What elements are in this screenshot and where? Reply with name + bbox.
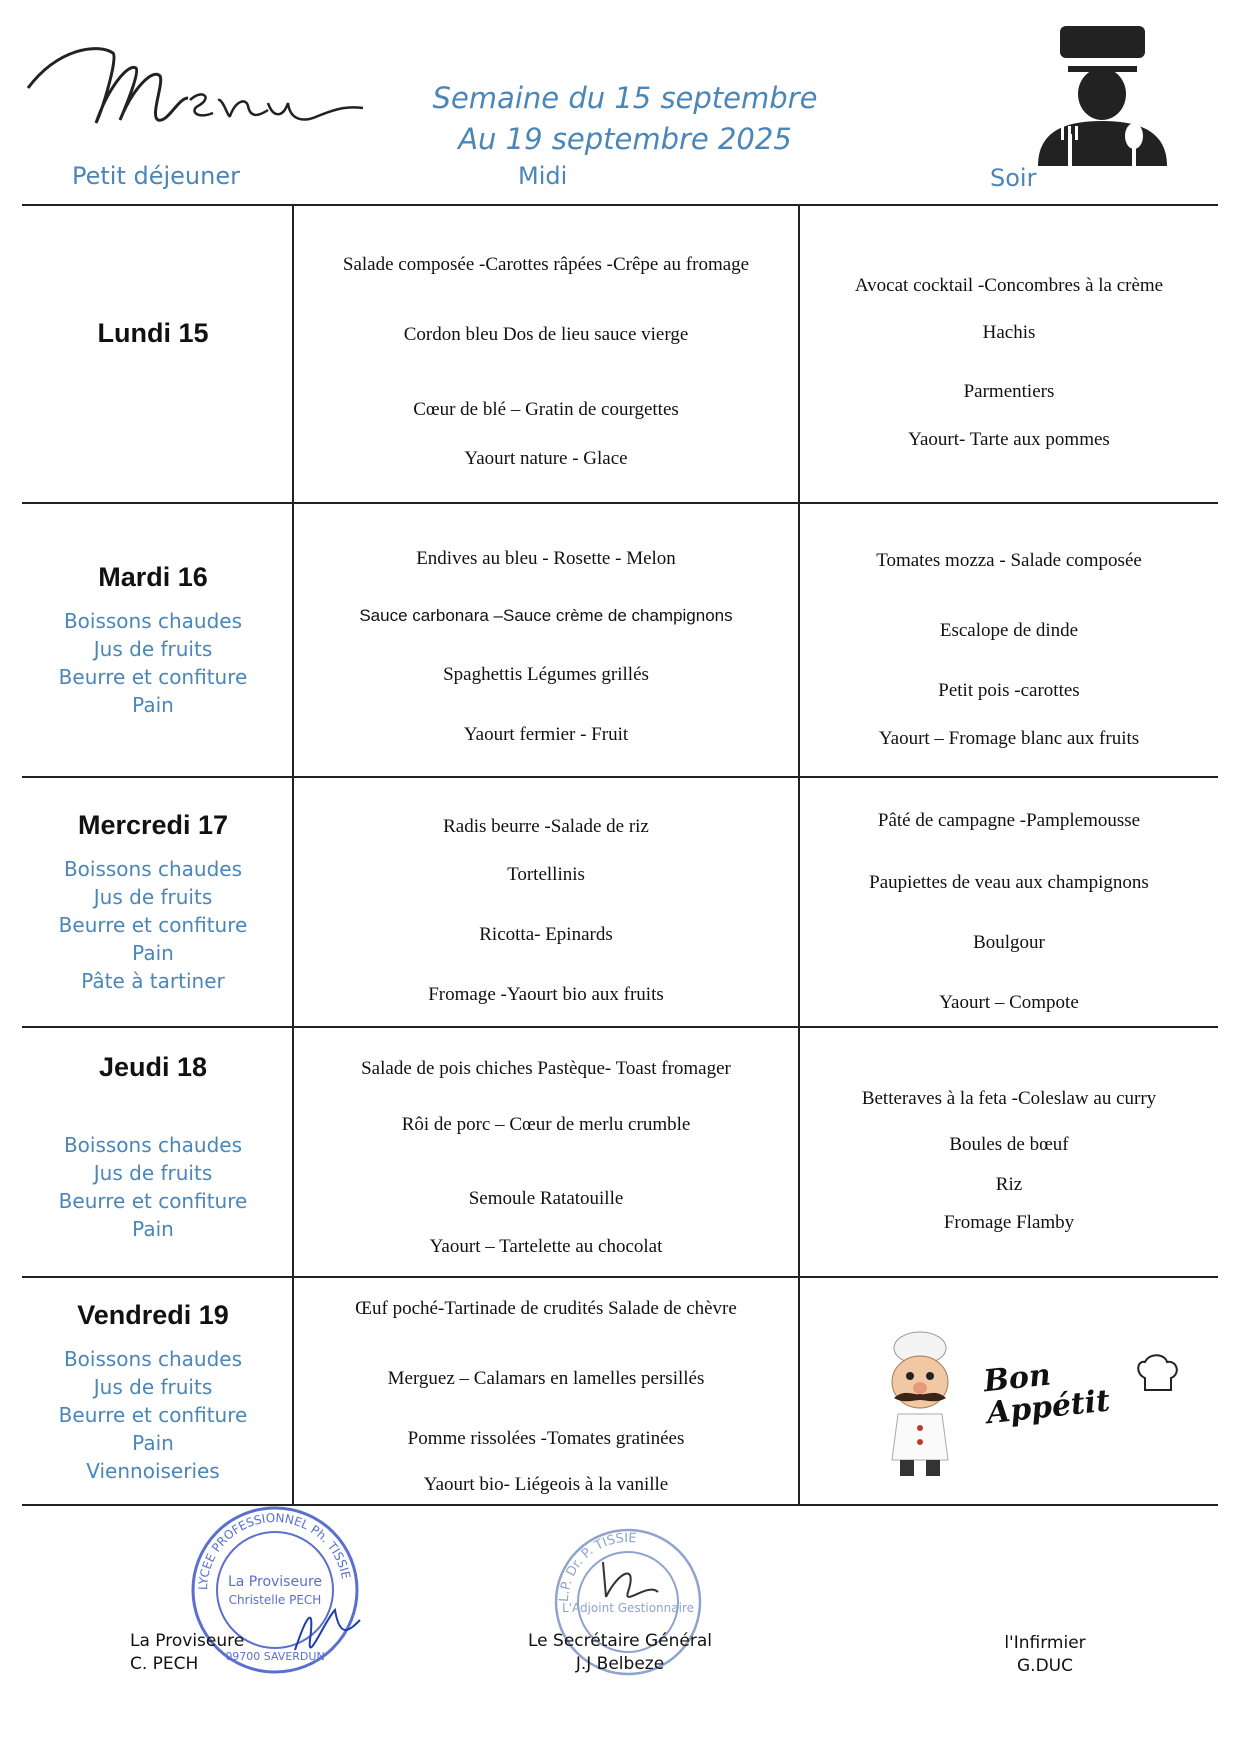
signature-name: C. PECH xyxy=(130,1654,199,1674)
lunch-wednesday xyxy=(296,816,796,1016)
meal-line: Avocat cocktail -Concombres à la crème xyxy=(854,275,1164,296)
breakfast-item: Viennoiseries xyxy=(86,1459,220,1483)
meal-line: Parmentiers xyxy=(963,381,1055,402)
breakfast-item: Jus de fruits xyxy=(93,1161,213,1185)
day-name: Lundi 15 xyxy=(97,318,209,348)
signature-name: J.J Belbeze xyxy=(575,1654,665,1674)
meal-line: Yaourt – Tartelette au chocolat xyxy=(429,1236,663,1257)
breakfast-item: Jus de fruits xyxy=(93,1375,213,1399)
meal-line: Betteraves à la feta -Coleslaw au curry xyxy=(861,1088,1157,1109)
stamp-inner-text: L'Adjoint Gestionnaire xyxy=(562,1601,694,1615)
day-name: Jeudi 18 xyxy=(98,1052,208,1082)
meal-line: Œuf poché-Tartinade de crudités Salade de chèvre xyxy=(355,1298,737,1319)
grid-line xyxy=(22,1026,1218,1028)
grid-line xyxy=(292,204,294,1506)
signature-role: l'Infirmier xyxy=(1004,1633,1086,1653)
meal-line: Merguez – Calamars en lamelles persillés xyxy=(387,1368,705,1389)
breakfast-item: Boissons chaudes xyxy=(63,1347,243,1371)
col-head-breakfast: Petit déjeuner xyxy=(72,162,240,190)
meal-line: Boulgour xyxy=(973,932,1045,953)
lunch-thursday xyxy=(296,1058,796,1268)
meal-line: Ricotta- Epinards xyxy=(479,924,613,945)
breakfast-item: Pain xyxy=(132,1217,174,1241)
day-name: Mercredi 17 xyxy=(77,810,229,840)
meal-line: Tortellinis xyxy=(507,864,585,885)
day-friday xyxy=(22,1300,284,1485)
dinner-monday xyxy=(802,275,1216,475)
signature-name: G.DUC xyxy=(1017,1656,1073,1676)
breakfast-item: Boissons chaudes xyxy=(63,857,243,881)
signature-provost xyxy=(130,1630,244,1676)
signature-nurse xyxy=(990,1632,1100,1678)
meal-line: Riz xyxy=(995,1174,1023,1195)
meal-line: Fromage -Yaourt bio aux fruits xyxy=(428,984,664,1005)
day-name: Vendredi 19 xyxy=(77,1300,229,1330)
day-tuesday xyxy=(22,562,284,719)
grid-line xyxy=(798,204,800,1506)
week-title xyxy=(400,78,850,160)
meal-line: Boules de bœuf xyxy=(949,1134,1069,1155)
meal-line: Yaourt fermier - Fruit xyxy=(463,724,629,745)
lunch-friday xyxy=(296,1298,796,1498)
dinner-wednesday xyxy=(802,810,1216,1020)
meal-line: Hachis xyxy=(982,322,1036,343)
bon-appetit-text: Bon Appétit xyxy=(981,1357,1112,1432)
menu-logo xyxy=(18,28,378,138)
breakfast-item: Beurre et confiture xyxy=(58,1189,248,1213)
meal-line: Cordon bleu Dos de lieu sauce vierge xyxy=(403,324,689,345)
signature-role: La Proviseure xyxy=(130,1631,245,1651)
grid-line xyxy=(22,776,1218,778)
breakfast-item: Jus de fruits xyxy=(93,637,213,661)
grid-line xyxy=(22,1276,1218,1278)
dinner-tuesday xyxy=(802,550,1216,760)
breakfast-item: Boissons chaudes xyxy=(63,1133,243,1157)
week-line-2: Au 19 septembre 2025 xyxy=(458,122,792,156)
meal-line: Yaourt bio- Liégeois à la vanille xyxy=(423,1474,669,1495)
breakfast-item: Beurre et confiture xyxy=(58,913,248,937)
stamp-bottom-text: 09700 SAVERDUN xyxy=(225,1650,325,1663)
meal-line: Sauce carbonara –Sauce crème de champignons xyxy=(359,606,733,625)
bon-appetit xyxy=(981,1352,1185,1432)
meal-line: Cœur de blé – Gratin de courgettes xyxy=(413,399,679,420)
meal-line: Paupiettes de veau aux champignons xyxy=(869,872,1149,893)
col-head-lunch: Midi xyxy=(518,162,568,190)
meal-line: Radis beurre -Salade de riz xyxy=(443,816,649,837)
stamp-inner-text: La Proviseure xyxy=(227,1574,323,1590)
lunch-monday xyxy=(296,254,796,484)
meal-line: Salade de pois chiches Pastèque- Toast fromager xyxy=(361,1058,731,1079)
breakfast-item: Boissons chaudes xyxy=(63,609,243,633)
meal-line: Pâté de campagne -Pamplemousse xyxy=(877,810,1141,831)
meal-line: Endives au bleu - Rosette - Melon xyxy=(416,548,676,569)
week-line-1: Semaine du 15 septembre xyxy=(432,81,818,115)
meal-line: Tomates mozza - Salade composée xyxy=(876,550,1142,571)
dinner-thursday xyxy=(802,1088,1216,1268)
meal-line: Yaourt – Compote xyxy=(939,992,1079,1013)
lunch-tuesday xyxy=(296,548,796,758)
grid-line xyxy=(22,204,1218,206)
meal-line: Pomme rissolées -Tomates gratinées xyxy=(407,1428,685,1449)
col-head-dinner: Soir xyxy=(990,164,1037,192)
stamp-inner-text: Christelle PECH xyxy=(228,1593,322,1607)
stamp-ring-text: L.P. Dr. P. TISSIE xyxy=(556,1530,638,1603)
meal-line: Yaourt nature - Glace xyxy=(464,448,628,469)
meal-line: Yaourt- Tarte aux pommes xyxy=(908,429,1110,450)
day-thursday xyxy=(22,1052,284,1243)
breakfast-item: Pâte à tartiner xyxy=(81,969,225,993)
meal-line: Salade composée -Carottes râpées -Crêpe au fromage xyxy=(342,254,750,275)
signature-role: Le Secrétaire Général xyxy=(528,1631,712,1651)
day-monday xyxy=(22,318,284,363)
meal-line: Fromage Flamby xyxy=(943,1212,1075,1233)
meal-line: Petit pois -carottes xyxy=(938,680,1080,701)
meal-line: Spaghettis Légumes grillés xyxy=(443,664,649,685)
meal-line: Escalope de dinde xyxy=(939,620,1079,641)
meal-line: Semoule Ratatouille xyxy=(468,1188,624,1209)
breakfast-item: Beurre et confiture xyxy=(58,1403,248,1427)
day-wednesday xyxy=(22,810,284,995)
day-name: Mardi 16 xyxy=(98,562,208,592)
cook-mascot-icon xyxy=(870,1330,970,1480)
stamp-ring-text: LYCEE PROFESSIONNEL Ph. TISSIE xyxy=(195,1510,354,1591)
signature-secretary xyxy=(520,1630,720,1676)
meal-line: Rôi de porc – Cœur de merlu crumble xyxy=(401,1114,691,1135)
breakfast-item: Pain xyxy=(132,1431,174,1455)
breakfast-item: Pain xyxy=(132,941,174,965)
breakfast-item: Jus de fruits xyxy=(93,885,213,909)
breakfast-item: Beurre et confiture xyxy=(58,665,248,689)
meal-line: Yaourt – Fromage blanc aux fruits xyxy=(878,728,1140,749)
svg-text:L.P. Dr. P. TISSIE xyxy=(557,1531,637,1602)
chef-icon xyxy=(1030,26,1175,166)
breakfast-item: Pain xyxy=(132,693,174,717)
grid-line xyxy=(22,502,1218,504)
